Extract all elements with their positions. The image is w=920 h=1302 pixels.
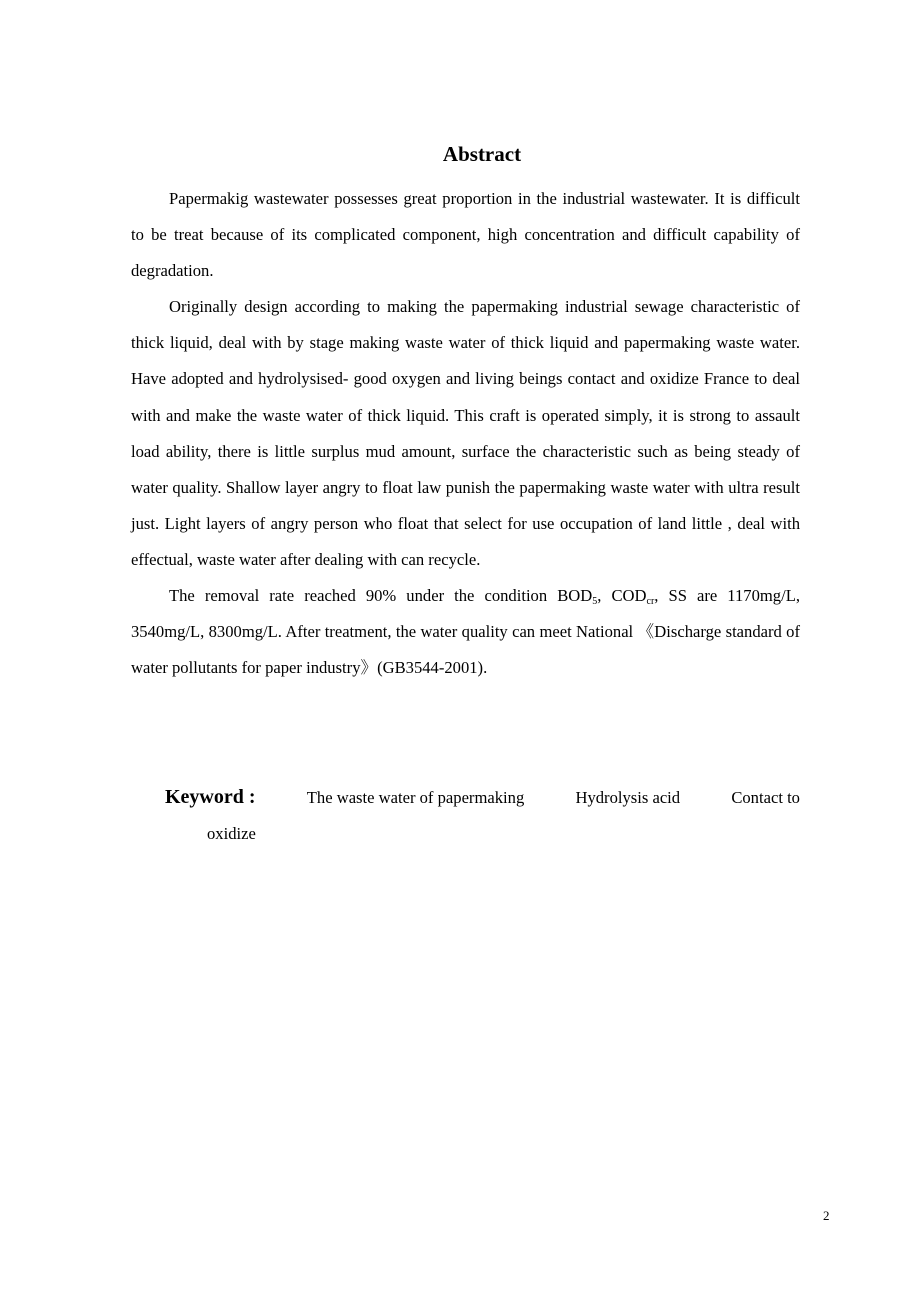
page-number: 2	[823, 1208, 830, 1223]
paragraph-1: Papermakig wastewater possesses great proportion in the industrial wastewater. It is difficult to be treat because of its complicated component, high concentration and difficult capability of degradation.	[131, 189, 800, 281]
bod-subscript: 5	[592, 596, 598, 608]
keyword-item: Hydrolysis acid	[575, 788, 681, 807]
keyword-item: Contact to	[731, 788, 800, 807]
keyword-item: The waste water of papermaking	[306, 788, 525, 807]
keywords-section	[131, 779, 800, 852]
cod-subscript: cr	[646, 596, 655, 608]
keywords-label: Keyword :	[165, 786, 256, 808]
keyword-continuation: oxidize	[207, 824, 256, 843]
abstract-body	[131, 181, 800, 686]
paragraph-3-part-2: , COD	[597, 586, 647, 606]
paragraph-2: Originally design according to making the papermaking industrial sewage characteristic of thick liquid, deal with by stage making waste water of thick liquid and papermaking waste water. Have adopted and hydrolysised- good oxygen and living beings contact and oxidize France to deal with and make the waste water of thick liquid. This craft is operated simply, it is strong to assault load ability, there is little surplus mud amount, surface the characteristic such as being steady of water quality. Shallow layer angry to float law punish the papermaking waste water with ultra result just. Light layers of angry person who float that select for use occupation of land little , deal with effectual, waste water after dealing with can recycle.	[131, 297, 800, 569]
paragraph-3-part-1: The removal rate reached 90% under the condition BOD	[169, 586, 593, 606]
abstract-title: Abstract	[442, 142, 522, 166]
paragraph-3	[131, 578, 800, 686]
paragraph-3-part-3: , SS are 1170mg/L, 3540mg/L, 8300mg/L. After treatment, the water quality can meet National 《Discharge standard of water pollutants for paper industry》(GB3544-2001).	[131, 586, 800, 678]
keywords-line	[131, 779, 800, 816]
